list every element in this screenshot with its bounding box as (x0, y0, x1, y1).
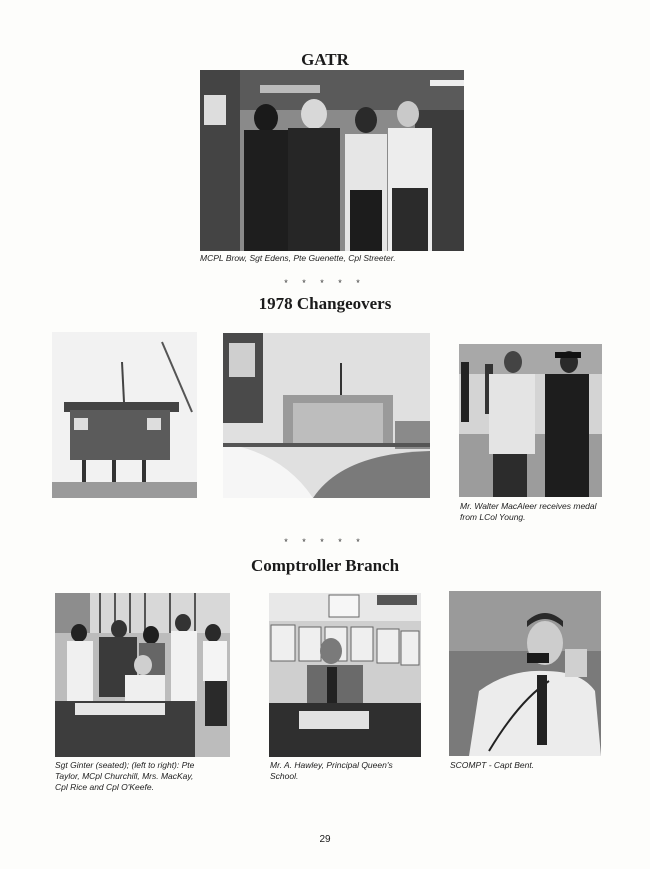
gatr-caption: MCPL Brow, Sgt Edens, Pte Guenette, Cpl Streeter. (200, 253, 396, 263)
separator-stars-1: * * * * * (284, 278, 366, 288)
separator-stars-2: * * * * * (284, 537, 366, 547)
changeovers-heading: 1978 Changeovers (258, 294, 392, 313)
scompt-caption: SCOMPT - Capt Bent. (450, 760, 535, 770)
staff-caption: Sgt Ginter (seated); (left to right): Pte Taylor, MCpl Churchill, Mrs. MacKay, Cpl Rice and Cpl O'Keefe. (55, 760, 195, 792)
principal-photo (269, 593, 421, 757)
page-number: 29 (319, 834, 331, 845)
comptroller-staff-photo (55, 593, 230, 757)
gatr-heading: GATR (301, 50, 349, 69)
changeover-medal-presentation-photo (459, 344, 602, 497)
scompt-photo (449, 591, 601, 756)
gatr-group-photo (200, 70, 464, 251)
comptroller-heading: Comptroller Branch (250, 556, 400, 575)
medal-caption: Mr. Walter MacAleer receives medal from LCol Young. (460, 501, 597, 522)
principal-caption: Mr. A. Hawley, Principal Queen's School. (270, 760, 393, 781)
changeover-antenna-tower-photo (52, 332, 197, 498)
changeover-radome-building-photo (223, 333, 430, 498)
